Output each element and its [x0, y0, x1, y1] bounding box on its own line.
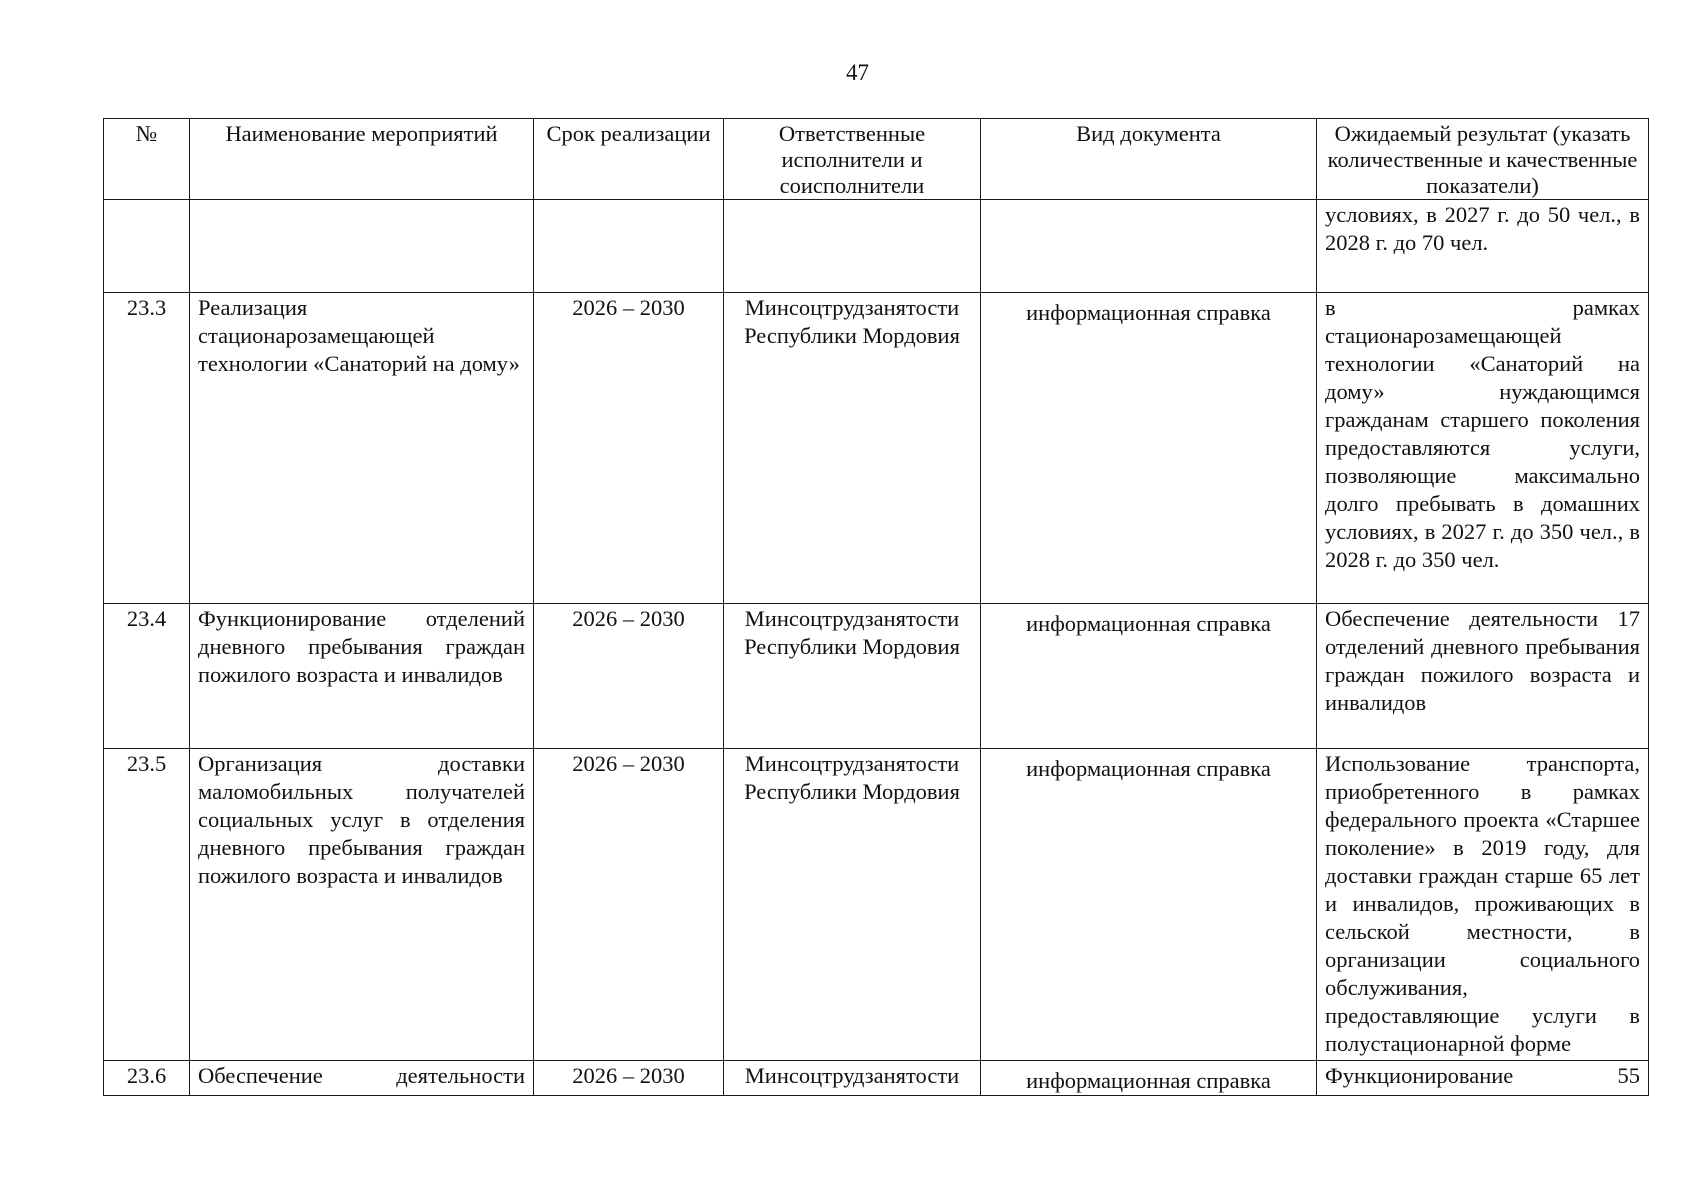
row-expected-result	[1317, 1061, 1649, 1096]
row-term: 2026 – 2030	[534, 604, 724, 749]
row-activity-name: Реализация стационарозамещающей технологии «Санаторий на дому»	[190, 293, 534, 604]
row-activity-name: Функционирование отделений дневного пребывания граждан пожилого возраста и инвалидов	[190, 604, 534, 749]
row-responsible: Минсоцтрудзанятости	[724, 1061, 981, 1096]
row-result-number: 55	[1617, 1063, 1640, 1088]
table-row	[104, 200, 1649, 293]
header-expected-result: Ожидаемый результат (указать количественные и качественные показатели)	[1317, 119, 1649, 200]
row-activity-name	[190, 1061, 534, 1096]
row-document-type: информационная справка	[981, 1061, 1317, 1096]
page-number: 47	[846, 60, 869, 85]
header-responsible: Ответственные исполнители и соисполнители	[724, 119, 981, 200]
row-term: 2026 – 2030	[534, 293, 724, 604]
row-activity-name-text: Обеспечение	[198, 1063, 323, 1088]
row-expected-result: в рамках стационарозамещающей технологии «Санаторий на дому» нуждающимся гражданам старшего поколения предоставляются услуги, позволяющие максимально долго пребывать в домашних условиях, в 2027 г. до 350 чел., в 2028 г. до 350 чел.	[1317, 293, 1649, 604]
table-row	[104, 1061, 1649, 1096]
row-term	[534, 200, 724, 293]
row-number: 23.6	[104, 1061, 190, 1096]
row-expected-result: Использование транспорта, приобретенного в рамках федерального проекта «Старшее поколение» в 2019 году, для доставки граждан старше 65 лет и инвалидов, проживающих в сельской местности, в организации социального обслуживания, предоставляющие услуги в полустационарной форме	[1317, 749, 1649, 1061]
table-row	[104, 749, 1649, 1061]
row-term: 2026 – 2030	[534, 1061, 724, 1096]
row-responsible: Минсоцтрудзанятости Республики Мордовия	[724, 293, 981, 604]
row-document-type	[981, 200, 1317, 293]
row-responsible: Минсоцтрудзанятости Республики Мордовия	[724, 604, 981, 749]
activities-table	[103, 118, 1649, 1096]
table-header-row	[104, 119, 1649, 200]
row-number: 23.4	[104, 604, 190, 749]
table-row	[104, 604, 1649, 749]
row-activity-name	[190, 200, 534, 293]
header-term: Срок реализации	[534, 119, 724, 200]
header-activity-name: Наименование мероприятий	[190, 119, 534, 200]
row-expected-result: Обеспечение деятельности 17 отделений дневного пребывания граждан пожилого возраста и инвалидов	[1317, 604, 1649, 749]
row-document-type: информационная справка	[981, 749, 1317, 1061]
row-number: 23.5	[104, 749, 190, 1061]
row-activity-name: Организация доставки маломобильных получателей социальных услуг в отделения дневного пребывания граждан пожилого возраста и инвалидов	[190, 749, 534, 1061]
row-document-type: информационная справка	[981, 293, 1317, 604]
row-activity-name-text-2: деятельности	[396, 1063, 525, 1088]
row-number	[104, 200, 190, 293]
row-expected-result: условиях, в 2027 г. до 50 чел., в 2028 г. до 70 чел.	[1317, 200, 1649, 293]
row-term: 2026 – 2030	[534, 749, 724, 1061]
row-document-type: информационная справка	[981, 604, 1317, 749]
row-result-word: Функционирование	[1325, 1063, 1514, 1088]
table-row	[104, 293, 1649, 604]
header-number: №	[104, 119, 190, 200]
header-document-type: Вид документа	[981, 119, 1317, 200]
row-number: 23.3	[104, 293, 190, 604]
row-responsible	[724, 200, 981, 293]
row-responsible: Минсоцтрудзанятости Республики Мордовия	[724, 749, 981, 1061]
